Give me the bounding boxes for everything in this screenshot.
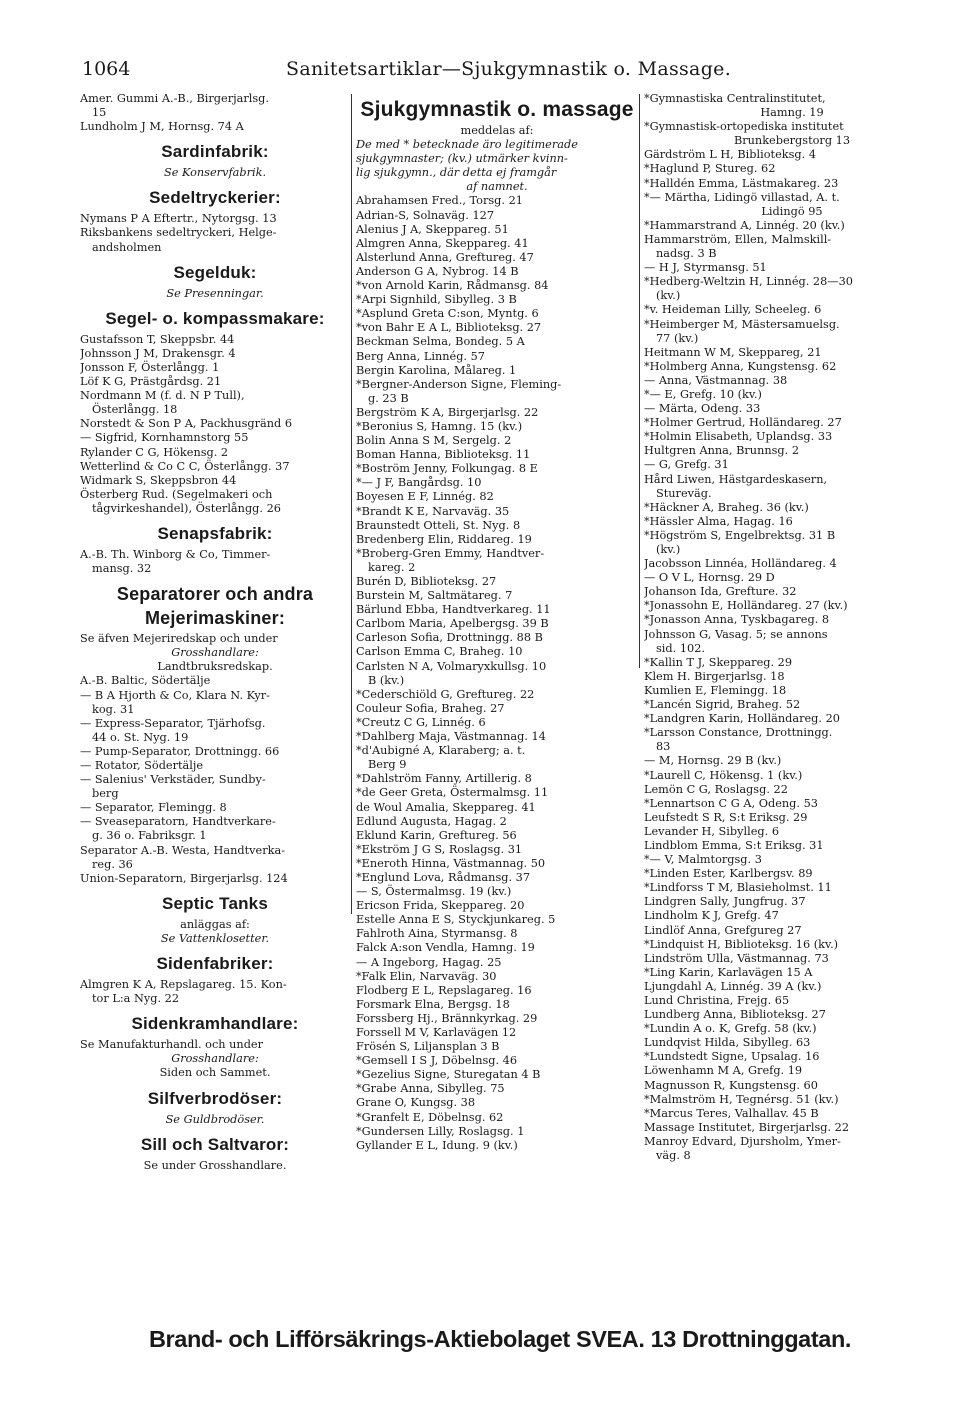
directory-line: Grane O, Kungsg. 38 <box>356 1096 476 1110</box>
directory-line: *Holmer Gertrud, Holländareg. 27 <box>644 416 842 430</box>
directory-line: *Gezelius Signe, Sturegatan 4 B <box>356 1068 541 1082</box>
directory-line: Abrahamsen Fred., Torsg. 21 <box>356 194 523 208</box>
directory-line: meddelas af: <box>460 124 534 137</box>
directory-line: Burstein M, Saltmätareg. 7 <box>356 589 513 603</box>
directory-line: *Hammarstrand A, Linnég. 20 (kv.) <box>644 218 845 232</box>
directory-line: Gyllander E L, Idung. 9 (kv.) <box>356 1138 518 1152</box>
section-heading: Sidenfabriker: <box>156 954 274 974</box>
directory-line: *Heimberger M, Mästersamuelsg. <box>644 317 840 331</box>
section-heading: Senapsfabrik: <box>157 523 273 543</box>
directory-line: 83 <box>656 740 671 754</box>
directory-line: Lundholm J M, Hornsg. 74 A <box>80 120 244 134</box>
directory-line: *Beronius S, Hamng. 15 (kv.) <box>356 419 523 433</box>
directory-line: *v. Heideman Lilly, Scheeleg. 6 <box>644 303 822 317</box>
directory-line: 44 o. St. Nyg. 19 <box>92 730 189 744</box>
directory-line: *d'Aubigné A, Klaraberg; a. t. <box>356 744 526 758</box>
directory-line: Anderson G A, Nybrog. 14 B <box>356 264 519 278</box>
directory-line: *— V, Malmtorgsg. 3 <box>644 853 762 867</box>
directory-line: nadsg. 3 B <box>656 247 717 261</box>
directory-line: Levander H, Sibylleg. 6 <box>644 824 779 838</box>
directory-line: B (kv.) <box>368 673 405 687</box>
directory-line: *Lindforss T M, Blasieholmst. 11 <box>644 881 832 895</box>
directory-line: Gustafsson T, Skeppsbr. 44 <box>80 332 235 346</box>
directory-line: Lindholm K J, Grefg. 47 <box>644 909 779 923</box>
directory-line: Lund Christina, Frejg. 65 <box>644 994 790 1007</box>
directory-line: *de Geer Greta, Östermalmsg. 11 <box>356 786 549 800</box>
section-heading: Sjukgymnastik o. massage <box>360 98 634 121</box>
directory-line: Johnsson J M, Drakensgr. 4 <box>80 346 236 360</box>
directory-line: Rylander C G, Hökensg. 2 <box>80 445 229 459</box>
directory-line: Hultgren Anna, Brunnsg. 2 <box>644 444 800 458</box>
column-divider <box>351 94 352 914</box>
directory-line: Massage Institutet, Birgerjarlsg. 22 <box>644 1120 850 1134</box>
directory-line: sid. 102. <box>656 641 705 655</box>
directory-line: Bärlund Ebba, Handtverkareg. 11 <box>356 603 551 617</box>
directory-line: Lidingö 95 <box>761 204 823 218</box>
directory-line: *Arpi Signhild, Sibylleg. 3 B <box>356 293 517 307</box>
directory-line: Se Vattenklosetter. <box>160 931 270 945</box>
directory-line: *— J F, Bangårdsg. 10 <box>356 476 482 490</box>
directory-line: Lindgren Sally, Jungfrug. 37 <box>644 895 806 909</box>
column-left <box>80 92 350 1173</box>
directory-line: Lindström Ulla, Västmannag. 73 <box>644 951 829 965</box>
directory-line: kareg. 2 <box>368 560 416 574</box>
directory-line: *Laurell C, Hökensg. 1 (kv.) <box>644 768 803 782</box>
directory-line: *Ling Karin, Karlavägen 15 A <box>644 965 813 979</box>
directory-line: *Boström Jenny, Folkungag. 8 E <box>356 462 538 476</box>
directory-line: *Hässler Alma, Hagag. 16 <box>644 514 793 528</box>
directory-line: *von Arnold Karin, Rådmansg. 84 <box>356 279 549 293</box>
section-heading: Segel- o. kompassmakare: <box>105 308 325 328</box>
column-divider <box>639 94 640 668</box>
directory-line: Johanson Ida, Grefture. 32 <box>644 585 797 599</box>
directory-line: *Grabe Anna, Sibylleg. 75 <box>356 1082 505 1096</box>
directory-line: Hård Liwen, Hästgardeskasern, <box>644 472 828 486</box>
directory-line: Alsterlund Anna, Greftureg. 47 <box>356 250 534 264</box>
directory-line: *Eneroth Hinna, Västmannag. 50 <box>356 856 546 870</box>
directory-line: g. 36 o. Fabriksgr. 1 <box>92 829 207 843</box>
directory-line: Boman Hanna, Biblioteksg. 11 <box>356 448 531 462</box>
directory-line: Hammarström, Ellen, Malmskill- <box>644 232 832 246</box>
directory-line: *Högström S, Engelbrektsg. 31 B <box>644 528 836 542</box>
directory-line: — S, Östermalmsg. 19 (kv.) <box>356 885 512 899</box>
directory-line: *Landgren Karin, Holländareg. 20 <box>644 712 840 726</box>
directory-line: *Lennartson C G A, Odeng. 53 <box>644 796 818 810</box>
directory-line: Manroy Edvard, Djursholm, Ymer- <box>644 1134 841 1148</box>
directory-line: *Linden Ester, Karlbergsv. 89 <box>644 867 813 881</box>
directory-line: Se äfven Mejeriredskap och under <box>80 632 278 646</box>
directory-line: — B A Hjorth & Co, Klara N. Kyr- <box>80 688 270 702</box>
directory-line: — Separator, Flemingg. 8 <box>80 801 227 815</box>
directory-line: *Granfelt E, Döbelnsg. 62 <box>356 1110 504 1124</box>
directory-line: *Lundstedt Signe, Upsalag. 16 <box>644 1050 820 1064</box>
directory-line: Magnusson R, Kungstensg. 60 <box>644 1078 818 1092</box>
directory-line: Berg Anna, Linnég. 57 <box>356 349 485 363</box>
directory-line: Forssberg Hj., Brännkyrkag. 29 <box>356 1011 538 1025</box>
directory-line: lig sjukgymn., där detta ej framgår <box>356 166 557 180</box>
page-header <box>80 58 920 92</box>
section-heading: Sedeltryckerier: <box>149 188 281 208</box>
directory-line: berg <box>92 787 119 801</box>
directory-line: Landtbruksredskap. <box>157 660 273 674</box>
directory-line: de Woul Amalia, Skeppareg. 41 <box>356 800 536 814</box>
directory-line: *Hedberg-Weltzin H, Linnég. 28—30 <box>644 275 853 289</box>
directory-line: Hamng. 19 <box>760 106 824 120</box>
directory-line: Frösén S, Liljansplan 3 B <box>356 1040 500 1054</box>
directory-line: Bergin Karolina, Målareg. 1 <box>356 363 517 377</box>
directory-line: *Creutz C G, Linnég. 6 <box>356 715 486 729</box>
page-number: 1064 <box>82 58 131 80</box>
directory-line: sjukgymnaster; (kv.) utmärker kvinn- <box>356 152 568 166</box>
directory-line: De med * betecknade äro legitimerade <box>356 138 578 152</box>
directory-line: Union-Separatorn, Birgerjarlsg. 124 <box>80 871 288 885</box>
directory-line: *Lancén Sigrid, Braheg. 52 <box>644 698 801 712</box>
directory-line: Se under Grosshandlare. <box>143 1158 287 1172</box>
directory-line: Braunstedt Otteli, St. Nyg. 8 <box>356 518 521 532</box>
directory-line: Stureväg. <box>656 486 712 500</box>
directory-line: *Ekström J G S, Roslagsg. 31 <box>356 842 523 856</box>
directory-line: — Sveaseparatorn, Handtverkare- <box>80 815 276 829</box>
directory-line: Jonsson F, Österlångg. 1 <box>80 360 220 374</box>
directory-line: Klem H. Birgerjarlsg. 18 <box>644 669 785 683</box>
section-heading: Segelduk: <box>173 262 257 282</box>
directory-line: af namnet. <box>466 180 528 194</box>
directory-line: Brunkebergstorg 13 <box>733 134 851 148</box>
directory-line: *Larsson Constance, Drottningg. <box>644 726 833 740</box>
running-title: Sanitetsartiklar—Sjukgymnastik o. Massage. <box>286 58 732 80</box>
column-middle <box>356 92 638 1153</box>
directory-line: Österlångg. 18 <box>92 403 178 417</box>
directory-line: A.-B. Th. Winborg & Co, Timmer- <box>80 547 271 561</box>
section-heading: Septic Tanks <box>161 893 268 913</box>
directory-line: *— E, Grefg. 10 (kv.) <box>644 387 762 401</box>
directory-line: Wetterlind & Co C C, Österlångg. 37 <box>80 459 290 473</box>
directory-line: Bolin Anna S M, Sergelg. 2 <box>356 434 512 448</box>
directory-line: Österberg Rud. (Segelmakeri och <box>80 487 273 501</box>
directory-line: 15 <box>92 106 107 120</box>
directory-line: Nymans P A Eftertr., Nytorgsg. 13 <box>80 212 277 226</box>
directory-line: *Cederschiöld G, Greftureg. 22 <box>356 687 535 701</box>
directory-line: Johnsson G, Vasag. 5; se annons <box>644 627 828 641</box>
directory-line: — Anna, Västmannag. 38 <box>644 373 788 387</box>
directory-line: — G, Grefg. 31 <box>644 458 729 472</box>
directory-line: Edlund Augusta, Hagag. 2 <box>356 814 507 828</box>
directory-line: *von Bahr E A L, Biblioteksg. 27 <box>356 321 542 335</box>
directory-line: *Gemsell I S J, Döbelnsg. 46 <box>356 1054 518 1068</box>
directory-line: Almgren Anna, Skeppareg. 41 <box>356 236 529 250</box>
directory-line: mansg. 32 <box>92 562 152 576</box>
directory-line: Beckman Selma, Bondeg. 5 A <box>356 335 525 349</box>
directory-line: *Jonassohn E, Holländareg. 27 (kv.) <box>644 599 848 613</box>
directory-line: Boyesen E F, Linnég. 82 <box>356 490 494 504</box>
directory-line: Lindlöf Anna, Grefgureg 27 <box>644 923 802 937</box>
directory-line: — A Ingeborg, Hagag. 25 <box>356 955 502 969</box>
directory-line: Adrian-S, Solnaväg. 127 <box>356 208 495 222</box>
directory-line: — Salenius' Verkstäder, Sundby- <box>80 773 266 787</box>
directory-line: — O V L, Hornsg. 29 D <box>644 571 775 585</box>
directory-line: Lindblom Emma, S:t Eriksg. 31 <box>644 838 824 852</box>
directory-line: — M, Hornsg. 29 B (kv.) <box>644 754 782 768</box>
directory-line: — Pump-Separator, Drottningg. 66 <box>80 744 280 758</box>
section-heading: Separatorer och andra Mejerimaskiner: <box>116 584 314 629</box>
advertisement-banner: Brand- och Lifförsäkrings-Aktiebolaget SVEA. 13 Drottninggatan. <box>148 1326 852 1352</box>
directory-line: anläggas af: <box>180 917 250 931</box>
directory-line: *Gymnastiska Centralinstitutet, <box>644 92 826 105</box>
directory-line: *Englund Lova, Rådmansg. 37 <box>356 870 531 884</box>
directory-line: — H J, Styrmansg. 51 <box>644 261 767 275</box>
directory-line: *Broberg-Gren Emmy, Handtver- <box>356 546 545 560</box>
directory-line: *Gymnastisk-ortopediska institutet <box>644 120 844 134</box>
directory-line: Estelle Anna E S, Styckjunkareg. 5 <box>356 913 556 927</box>
directory-line: Heitmann W M, Skeppareg, 21 <box>644 345 822 359</box>
directory-line: Forsmark Elna, Bergsg. 18 <box>356 997 510 1011</box>
directory-line: Lundberg Anna, Biblioteksg. 27 <box>644 1008 826 1022</box>
directory-line: Couleur Sofia, Braheg. 27 <box>356 701 505 715</box>
directory-line: Ericson Frida, Skeppareg. 20 <box>356 899 525 913</box>
section-heading: Sidenkramhandlare: <box>131 1014 299 1034</box>
directory-line: andsholmen <box>92 240 162 254</box>
directory-line: Se Presenningar. <box>166 286 264 300</box>
directory-line: *Falk Elin, Narvaväg. 30 <box>356 969 497 983</box>
directory-line: *Asplund Greta C:son, Myntg. 6 <box>356 307 539 321</box>
directory-line: väg. 8 <box>656 1149 691 1163</box>
directory-line: Burén D, Biblioteksg. 27 <box>356 575 497 588</box>
directory-line: Lundqvist Hilda, Sibylleg. 63 <box>644 1036 811 1050</box>
directory-line: Forssell M V, Karlavägen 12 <box>356 1026 517 1039</box>
directory-line: Norstedt & Son P A, Packhusgränd 6 <box>80 417 293 431</box>
directory-line: (kv.) <box>656 543 681 556</box>
directory-line: Gärdström L H, Biblioteksg. 4 <box>644 148 817 162</box>
directory-line: — Rotator, Södertälje <box>80 759 204 772</box>
directory-line: Eklund Karin, Greftureg. 56 <box>356 828 517 842</box>
directory-line: A.-B. Baltic, Södertälje <box>80 674 211 688</box>
directory-line: Se Guldbrodöser. <box>165 1112 265 1126</box>
directory-line: Flodberg E L, Repslagareg. 16 <box>356 983 532 997</box>
directory-line: Bergström K A, Birgerjarlsg. 22 <box>356 405 539 419</box>
directory-line: tor L:a Nyg. 22 <box>92 992 180 1006</box>
directory-line: Ljungdahl A, Linnég. 39 A (kv.) <box>644 979 822 993</box>
directory-line: Berg 9 <box>368 758 407 772</box>
directory-line: *Holmin Elisabeth, Uplandsg. 33 <box>644 430 833 444</box>
directory-line: g. 23 B <box>368 391 409 405</box>
directory-line: — Märta, Odeng. 33 <box>644 402 761 416</box>
directory-line: *Dahlström Fanny, Artillerig. 8 <box>356 772 532 786</box>
section-heading: Sill och Saltvaror: <box>140 1134 290 1154</box>
directory-line: kog. 31 <box>92 702 135 716</box>
directory-line: Jacobsson Linnéa, Holländareg. 4 <box>644 557 837 571</box>
directory-line: Se Konservfabrik. <box>163 166 267 180</box>
directory-line: Löwenhamn M A, Grefg. 19 <box>644 1064 803 1078</box>
directory-line: *Malmström H, Tegnérsg. 51 (kv.) <box>644 1092 839 1106</box>
directory-line: *Dahlberg Maja, Västmannag. 14 <box>356 730 546 744</box>
directory-line: *Kallin T J, Skeppareg. 29 <box>644 655 793 669</box>
directory-line: *Haglund P, Stureg. 62 <box>644 162 776 176</box>
directory-line: Bredenberg Elin, Riddareg. 19 <box>356 532 532 546</box>
directory-line: Fahlroth Aina, Styrmansg. 8 <box>356 927 518 941</box>
directory-line: *Bergner-Anderson Signe, Fleming- <box>356 377 562 391</box>
directory-line: Carlson Emma C, Braheg. 10 <box>356 645 523 659</box>
directory-line: Leufstedt S R, S:t Eriksg. 29 <box>644 810 808 824</box>
directory-line: Separator A.-B. Westa, Handtverka- <box>80 843 286 857</box>
directory-line: (kv.) <box>656 289 681 303</box>
directory-line: *Lindquist H, Biblioteksg. 16 (kv.) <box>644 937 839 951</box>
directory-line: Kumlien E, Flemingg. 18 <box>644 683 787 697</box>
directory-line: *Marcus Teres, Valhallav. 45 B <box>644 1106 819 1120</box>
directory-line: Widmark S, Skeppsbron 44 <box>80 473 237 487</box>
directory-line: Almgren K A, Repslagareg. 15. Kon- <box>80 978 287 992</box>
directory-line: 77 (kv.) <box>656 331 699 345</box>
directory-line: tågvirkeshandel), Österlångg. 26 <box>92 501 281 515</box>
directory-line: Grosshandlare: <box>171 1052 259 1066</box>
directory-line: — Express-Separator, Tjärhofsg. <box>80 716 266 730</box>
directory-line: *Lundin A o. K, Grefg. 58 (kv.) <box>644 1022 817 1036</box>
directory-line: *Jonasson Anna, Tyskbagareg. 8 <box>644 613 830 627</box>
section-heading: Sardinfabrik: <box>161 142 269 162</box>
directory-line: Löf K G, Prästgårdsg. 21 <box>80 375 222 389</box>
directory-line: Carlbom Maria, Apelbergsg. 39 B <box>356 617 549 631</box>
directory-line: *Häckner A, Braheg. 36 (kv.) <box>644 500 809 514</box>
directory-line: Siden och Sammet. <box>159 1066 271 1080</box>
directory-line: Amer. Gummi A.-B., Birgerjarlsg. <box>80 92 269 105</box>
directory-line: Se Manufakturhandl. och under <box>80 1038 264 1052</box>
directory-line: *Holmberg Anna, Kungstensg. 62 <box>644 359 837 373</box>
column-right <box>644 92 940 1163</box>
directory-line: Carleson Sofia, Drottningg. 88 B <box>356 631 543 645</box>
directory-line: Lemön C G, Roslagsg. 22 <box>644 782 788 796</box>
directory-line: *— Märtha, Lidingö villastad, A. t. <box>644 190 840 204</box>
directory-line: Falck A:son Vendla, Hamng. 19 <box>356 941 535 955</box>
directory-line: Riksbankens sedeltryckeri, Helge- <box>80 226 277 240</box>
directory-line: *Brandt K E, Narvaväg. 35 <box>356 504 510 518</box>
directory-line: — Sigfrid, Kornhamnstorg 55 <box>80 431 249 445</box>
directory-line: reg. 36 <box>92 857 133 871</box>
directory-line: *Gundersen Lilly, Roslagsg. 1 <box>356 1124 525 1138</box>
directory-line: Alenius J A, Skeppareg. 51 <box>356 222 509 236</box>
section-heading: Silfverbrodöser: <box>147 1088 283 1108</box>
directory-line: *Halldén Emma, Lästmakareg. 23 <box>644 176 839 190</box>
directory-line: Nordmann M (f. d. N P Tull), <box>80 389 245 403</box>
directory-line: Carlsten N A, Volmaryxkullsg. 10 <box>356 659 547 673</box>
directory-line: Grosshandlare: <box>171 646 259 660</box>
